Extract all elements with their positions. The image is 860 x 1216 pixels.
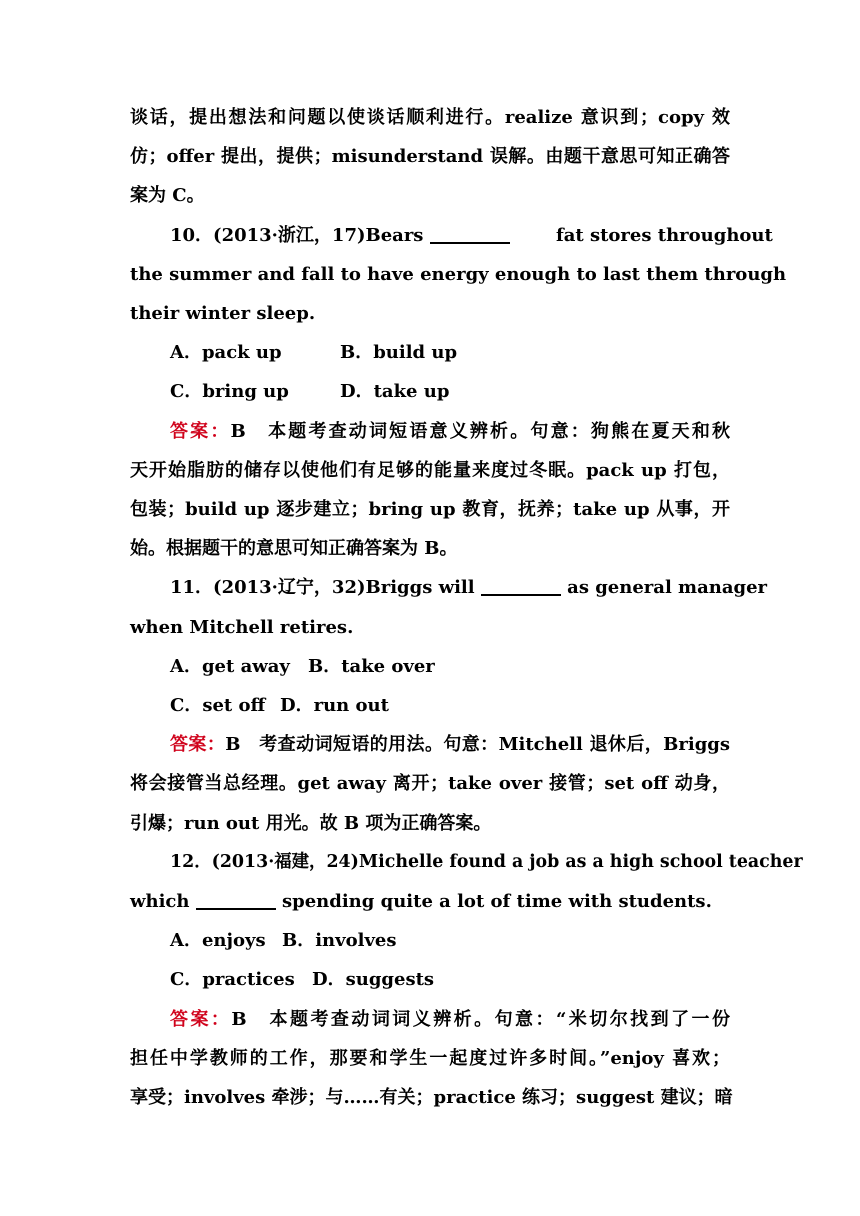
question-10-answer <box>130 412 730 451</box>
question-11-options-cd <box>130 686 730 725</box>
question-10-stem <box>130 216 773 255</box>
intro-line-2: 仿；offer 提出，提供；misunderstand 误解。由题干意思可知正确答 <box>130 146 730 168</box>
question-12-answer <box>130 1000 730 1039</box>
question-11-line-2: when Mitchell retires. <box>130 616 354 638</box>
answer-text: B 考查动词短语的用法。句意：Mitchell 退休后，Briggs <box>225 734 730 756</box>
intro-line-1: 谈话，提出想法和问题以使谈话顺利进行。realize 意识到；copy 效 <box>130 107 730 128</box>
option-a: A．pack up <box>170 342 282 364</box>
option-c: C．practices <box>170 969 295 991</box>
question-10-explanation-3: 包装；build up 逐步建立；bring up 教育，抚养；take up 从事，开 <box>130 499 730 521</box>
option-b: B．build up <box>340 342 458 364</box>
answer-label: 答案： <box>170 420 231 442</box>
option-a: A．get away <box>170 655 290 677</box>
question-11-stem <box>130 568 768 607</box>
question-10-explanation-2: 天开始脂肪的储存以使他们有足够的能量来度过冬眠。pack up 打包， <box>130 459 730 481</box>
question-12-options-ab <box>130 921 730 960</box>
question-10-suffix: fat stores throughout <box>549 224 773 246</box>
question-12-options-cd <box>130 960 730 999</box>
question-12-stem: 12．(2013·福建，24)Michelle found a job as a high school teacher <box>170 851 803 872</box>
question-10-line-2: the summer and fall to have energy enough to last them through <box>130 263 787 285</box>
answer-label: 答案： <box>170 1008 232 1030</box>
question-11-options-ab <box>130 647 730 686</box>
question-10-prefix: 10．(2013·浙江，17)Bears <box>170 224 430 246</box>
question-11-suffix: as general manager <box>560 577 768 599</box>
option-a: A．enjoys <box>170 930 266 952</box>
intro-line-3: 案为 C。 <box>130 185 205 207</box>
question-12-explanation-3: 享受；involves 牵涉；与……有关；practice 练习；suggest 建议；暗 <box>130 1087 733 1109</box>
question-10-options-cd <box>130 372 730 411</box>
document-page <box>130 98 803 1117</box>
answer-label: 答案： <box>170 734 226 756</box>
question-12-explanation-2: 担任中学教师的工作，那要和学生一起度过许多时间。”enjoy 喜欢； <box>130 1047 730 1069</box>
question-11-prefix: 11．(2013·辽宁，32)Briggs will <box>170 577 481 599</box>
answer-blank <box>196 890 276 910</box>
answer-blank <box>430 224 510 244</box>
answer-blank <box>481 576 561 596</box>
question-10-line-3: their winter sleep. <box>130 303 316 325</box>
question-11-explanation-2: 将会接管当总经理。get away 离开；take over 接管；set off 动身， <box>130 773 730 795</box>
question-11-answer <box>130 725 730 764</box>
question-12-prefix: which <box>130 891 196 913</box>
answer-text: B 本题考查动词短语意义辨析。句意：狗熊在夏天和秋 <box>230 420 730 442</box>
question-11-explanation-3: 引爆；run out 用光。故 B 项为正确答案。 <box>130 812 492 834</box>
answer-text: B 本题考查动词词义辨析。句意：“米切尔找到了一份 <box>231 1008 730 1030</box>
option-d: D．take up <box>340 381 450 403</box>
option-d: D．suggests <box>312 969 435 991</box>
question-12-line-2 <box>130 882 730 921</box>
option-c: C．bring up <box>170 381 289 403</box>
question-12-suffix: spending quite a lot of time with students. <box>275 891 712 913</box>
question-10-explanation-4: 始。根据题干的意思可知正确答案为 B。 <box>130 538 458 560</box>
option-c: C．set off <box>170 695 266 717</box>
question-10-options-ab <box>130 333 730 372</box>
option-b: B．take over <box>308 655 435 677</box>
option-d: D．run out <box>280 695 389 717</box>
option-b: B．involves <box>282 930 397 952</box>
